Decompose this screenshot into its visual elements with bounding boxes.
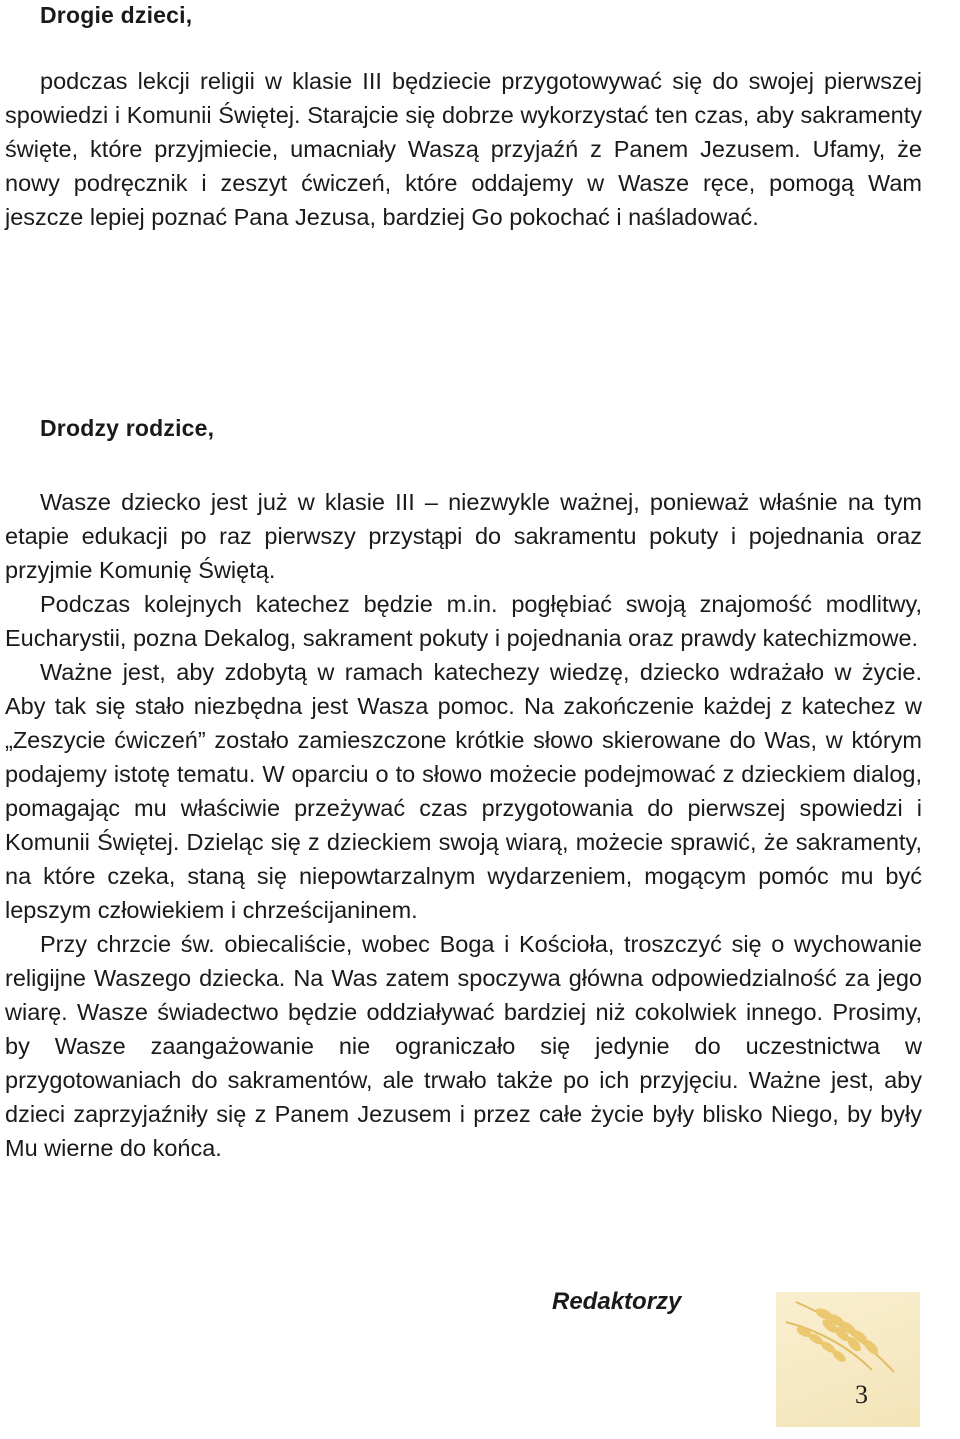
kids-heading: Drogie dzieci, bbox=[40, 2, 193, 28]
parents-paragraph: Przy chrzcie św. obiecaliście, wobec Boga i Kościoła, troszczyć się o wychowanie religijne Waszego dziecka. Na Was zatem spoczywa główna odpowiedzialność za jego wiarę. Wasze świadectwo będzie oddziaływać bardziej niż cokolwiek innego. Prosimy, by Wasze zaangażowanie nie ograniczało się jedynie do uczestnictwa w przygotowaniach do sakramentów, ale trwało także po ich przyjęciu. Ważne jest, aby dzieci zaprzyjaźniły się z Panem Jezusem i przez całe życie były blisko Niego, by były Mu wierne do końca. bbox=[5, 931, 922, 1161]
parents-paragraph: Ważne jest, aby zdobytą w ramach katechezy wiedzę, dziecko wdrażało w życie. Aby tak się stało niezbędna jest Wasza pomoc. Na zakończenie każdej z katechez w „Zeszycie ćwiczeń” zostało zamieszczone krótkie słowo skierowane do Was, w którym podajemy istotę tematu. W oparciu o to słowo możecie podejmować z dzieckiem dialog, pomagając mu właściwie przeżywać czas przygotowania do pierwszej spowiedzi i Komunii Świętej. Dzieląc się z dzieckiem swoją wiarą, możecie sprawić, że sakramenty, na które czeka, staną się niepowtarzalnym wydarzeniem, mogącym pomóc mu być lepszym człowiekiem i chrześcijaninem. bbox=[5, 659, 922, 923]
parents-heading: Drodzy rodzice, bbox=[40, 415, 215, 441]
kids-text-block bbox=[5, 64, 922, 234]
wheat-ears-icon bbox=[776, 1292, 920, 1427]
page-number: 3 bbox=[855, 1380, 868, 1409]
kids-paragraph: podczas lekcji religii w klasie III będziecie przygotowywać się do swojej pierwszej spowiedzi i Komunii Świętej. Starajcie się dobrze wykorzystać ten czas, aby sakramenty święte, które przyjmiecie, umacniały Waszą przyjaźń z Panem Jezusem. Ufamy, że nowy podręcznik i zeszyt ćwiczeń, które oddajemy w Wasze ręce, pomogą Wam jeszcze lepiej poznać Pana Jezusa, bardziej Go pokochać i naśladować. bbox=[5, 68, 922, 230]
parents-paragraph: Podczas kolejnych katechez będzie m.in. pogłębiać swoją znajomość modlitwy, Eucharystii, pozna Dekalog, sakrament pokuty i pojednania oraz prawdy katechizmowe. bbox=[5, 591, 922, 651]
parents-paragraph: Wasze dziecko jest już w klasie III – niezwykle ważnej, ponieważ właśnie na tym etapie edukacji po raz pierwszy przystąpi do sakramentu pokuty i pojednania oraz przyjmie Komunię Świętą. bbox=[5, 489, 922, 583]
parents-text-block bbox=[5, 485, 922, 1165]
wheat-corner-decoration bbox=[776, 1292, 920, 1427]
signature: Redaktorzy bbox=[552, 1288, 682, 1315]
